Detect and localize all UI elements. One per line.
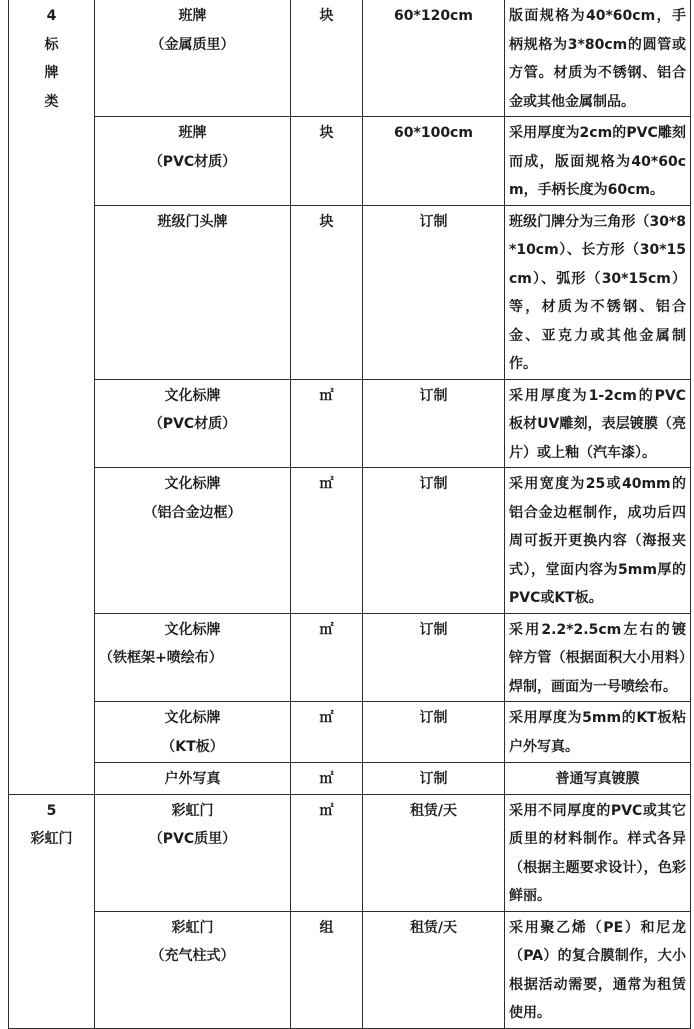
category-char: 标: [44, 36, 59, 53]
spec-cell: 订制: [363, 379, 505, 468]
description-cell: 班级门牌分为三角形（30*8*10cm）、长方形（30*15cm）、弧形（30*15cm）等，材质为不锈钢、铝合金、亚克力或其他金属制作。: [505, 205, 691, 379]
table-row: [9, 794, 691, 911]
unit-cell: 块: [291, 117, 363, 206]
description-cell: 采用厚度为1-2cm的PVC板材UV雕刻，表层镀膜（亮片）或上釉（汽车漆）。: [505, 379, 691, 468]
table-row: [9, 468, 691, 614]
category-char: 牌: [44, 65, 59, 81]
item-name-cell: [95, 117, 291, 206]
unit-cell: ㎡: [291, 794, 363, 911]
table-row: [9, 205, 691, 379]
item-name-sub: （金属质里）: [150, 36, 235, 53]
item-name: 班级门头牌: [157, 213, 228, 230]
unit-cell: 块: [291, 0, 363, 117]
description-cell: 采用宽度为25或40mm的铝合金边框制作，成功后四周可扳开更换内容（海报夹式），堂面内容为5mm厚的PVC或KT板。: [505, 468, 691, 614]
unit-cell: ㎡: [291, 613, 363, 702]
item-name-sub: （充气柱式）: [150, 948, 235, 964]
item-name-cell: [95, 794, 291, 911]
description-cell: 采用厚度为5mm的KT板粘户外写真。: [505, 702, 691, 763]
item-name-sub: （PVC材质）: [148, 416, 237, 432]
unit-cell: ㎡: [291, 379, 363, 468]
spec-cell: 订制: [363, 613, 505, 702]
spec-cell: 60*120cm: [363, 0, 505, 117]
item-name: 文化标牌: [164, 476, 221, 492]
item-name-cell: [95, 702, 291, 763]
unit-cell: ㎡: [291, 702, 363, 763]
description-cell: 采用聚乙烯（PE）和尼龙（PA）的复合膜制作，大小根据活动需要，通常为租赁使用。: [505, 911, 691, 1028]
spec-cell: 订制: [363, 468, 505, 614]
item-name-cell: [95, 911, 291, 1028]
item-name-sub: （铝合金边框）: [143, 504, 242, 521]
description-cell: 采用厚度为2cm的PVC雕刻而成，版面规格为40*60cm，手柄长度为60cm。: [505, 117, 691, 206]
item-name: 班牌: [178, 125, 207, 141]
item-name: 户外写真: [164, 771, 221, 787]
spec-cell: 订制: [363, 763, 505, 795]
item-name: 班牌: [178, 8, 207, 24]
unit-cell: 块: [291, 205, 363, 379]
item-name-sub: （铁框架+喷绘布）: [99, 650, 223, 666]
spec-cell: 订制: [363, 205, 505, 379]
spec-cell: 订制: [363, 702, 505, 763]
item-name: 彩虹门: [171, 802, 214, 819]
category-number: 4: [46, 8, 57, 24]
description-cell: 版面规格为40*60cm，手柄规格为3*80cm的圆管或方管。材质为不锈钢、铝合金或其他金属制品。: [505, 0, 691, 117]
item-name-cell: [95, 613, 291, 702]
table-row: [9, 763, 691, 795]
item-name-cell: [95, 468, 291, 614]
item-name-cell: [95, 0, 291, 117]
spec-cell: 60*100cm: [363, 117, 505, 206]
spec-cell: 租赁/天: [363, 794, 505, 911]
item-name-cell: [95, 205, 291, 379]
description-cell: 普通写真镀膜: [505, 763, 691, 795]
table-row: [9, 117, 691, 206]
table-row: [9, 911, 691, 1028]
item-name: 文化标牌: [164, 387, 221, 404]
item-name: 彩虹门: [171, 919, 214, 936]
category-cell-4: [9, 0, 95, 794]
spec-cell: 租赁/天: [363, 911, 505, 1028]
item-name-cell: [95, 763, 291, 795]
item-name: 文化标牌: [164, 710, 221, 726]
description-cell: 采用2.2*2.5cm左右的镀锌方管（根据面积大小用料）焊制，画面为一号喷绘布。: [505, 613, 691, 702]
category-char: 类: [44, 93, 59, 110]
table-row: [9, 702, 691, 763]
item-name-sub: （PVC质里）: [148, 831, 237, 847]
price-spec-table: [8, 0, 691, 1029]
table-row: [9, 379, 691, 468]
unit-cell: ㎡: [291, 763, 363, 795]
item-name: 文化标牌: [164, 621, 221, 638]
item-name-cell: [95, 379, 291, 468]
unit-cell: 组: [291, 911, 363, 1028]
item-name-sub: （KT板）: [161, 738, 224, 755]
table-row: [9, 613, 691, 702]
item-name-sub: （PVC材质）: [148, 153, 237, 170]
unit-cell: ㎡: [291, 468, 363, 614]
description-cell: 采用不同厚度的PVC或其它质里的材料制作。样式各异（根据主题要求设计），色彩鲜丽。: [505, 794, 691, 911]
category-number: 5: [46, 802, 57, 819]
category-label: 彩虹门: [30, 831, 73, 847]
table-row: [9, 0, 691, 117]
category-cell-5: [9, 794, 95, 1028]
